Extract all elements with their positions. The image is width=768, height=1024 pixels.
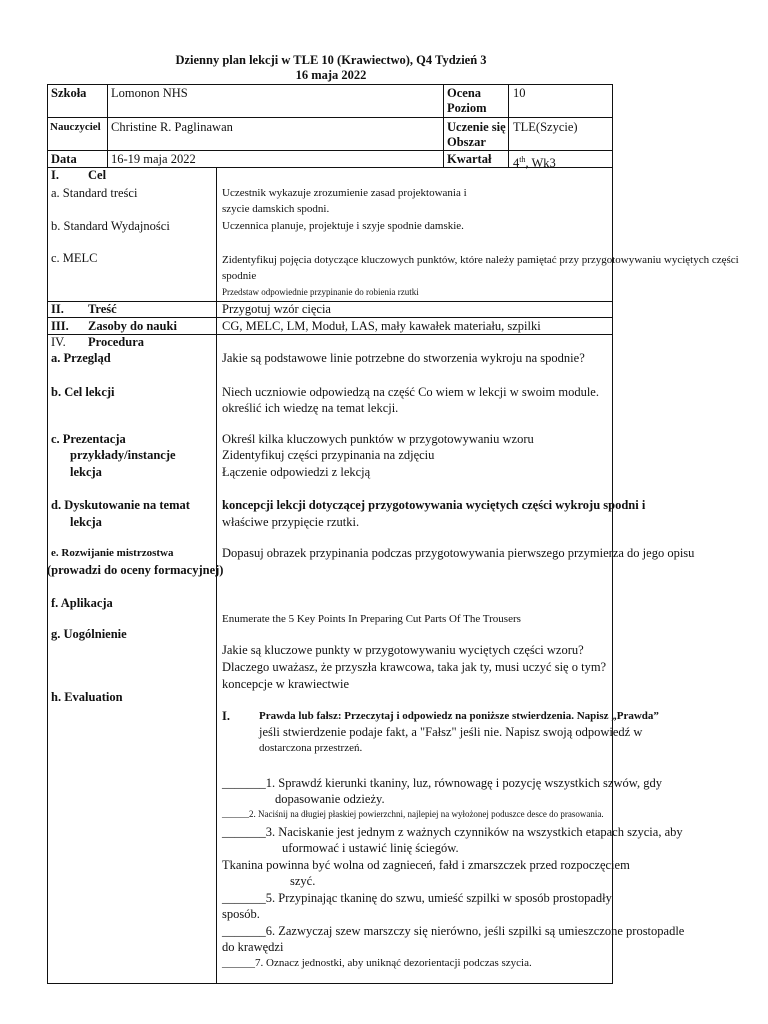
school-label: Szkoła	[51, 86, 87, 100]
section-IV-number: IV.	[51, 335, 66, 349]
review-label: a. Przegląd	[51, 351, 111, 365]
mastery-text: Dopasuj obrazek przypinania podczas przygotowywania pierwszego przymierza do jego opisu	[222, 546, 695, 560]
review-text: Jakie są podstawowe linie potrzebne do stworzenia wykroju na spodnie?	[222, 351, 585, 365]
date-label: Data	[51, 152, 77, 166]
content-standard-label: a. Standard treści	[51, 186, 138, 200]
performance-standard-label: b. Standard Wydajności	[51, 219, 170, 233]
document-title: Dzienny plan lekcji w TLE 10 (Krawiectwo), Q4 Tydzień 3	[175, 53, 487, 67]
lesson-purpose-label: b. Cel lekcji	[51, 385, 115, 399]
mastery-label: (prowadzi do oceny formacyjnej)	[47, 563, 224, 577]
quarter-value: 4th, Wk3	[513, 155, 556, 171]
section-II-title: Treść	[88, 302, 117, 316]
discussion-text: koncepcji lekcji dotyczącej przygotowywania wyciętych części wykroju spodni i	[222, 498, 646, 512]
mastery-label: e. Rozwijanie mistrzostwa	[51, 547, 174, 559]
question-1: _______1. Sprawdź kierunki tkaniny, luz, równowagę i pozycję wszystkich szwów, gdy	[222, 776, 662, 790]
generalization-label: g. Uogólnienie	[51, 627, 127, 641]
date-value: 16-19 maja 2022	[111, 152, 196, 166]
evaluation-number: I.	[222, 709, 230, 723]
presentation-label: c. Prezentacja	[51, 432, 126, 446]
presentation-label: przykłady/instancje	[70, 448, 176, 462]
grade-value: 10	[513, 86, 526, 100]
presentation-label: lekcja	[70, 465, 102, 479]
evaluation-label: h. Evaluation	[51, 690, 123, 704]
presentation-text: Łączenie odpowiedzi z lekcją	[222, 465, 371, 479]
evaluation-instruction: Prawda lub fałsz: Przeczytaj i odpowiedz na poniższe stwierdzenia. Napisz „Prawda”	[259, 710, 659, 722]
question-1: dopasowanie odzieży.	[275, 792, 385, 806]
divider	[443, 84, 444, 167]
area-label: Uczenie się	[447, 120, 506, 134]
presentation-text: Określ kilka kluczowych punktów w przygotowywaniu wzoru	[222, 432, 534, 446]
melc-text: Zidentyfikuj pojęcia dotyczące kluczowych punktów, które należy pamiętać przy przygotowywaniu wyciętych części	[222, 254, 739, 266]
area-label: Obszar	[447, 135, 486, 149]
application-label: f. Aplikacja	[51, 596, 113, 610]
teacher-value: Christine R. Paglinawan	[111, 120, 233, 134]
divider	[107, 84, 108, 167]
section-III-title: Zasoby do nauki	[88, 319, 177, 333]
presentation-text: Zidentyfikuj części przypinania na zdjęciu	[222, 448, 435, 462]
section-II-number: II.	[51, 302, 64, 316]
document-date: 16 maja 2022	[295, 68, 367, 82]
content-standard-text: Uczestnik wykazuje zrozumienie zasad projektowania i	[222, 187, 467, 199]
area-value: TLE(Szycie)	[513, 120, 578, 134]
lesson-purpose-text: określić ich wiedzę na temat lekcji.	[222, 401, 399, 415]
content-value: Przygotuj wzór cięcia	[222, 302, 331, 316]
generalization-text: koncepcje w krawiectwie	[222, 677, 350, 691]
question-7: ______7. Oznacz jednostki, aby uniknąć dezorientacji podczas szycia.	[222, 957, 532, 969]
performance-standard-text: Uczennica planuje, projektuje i szyje spodnie damskie.	[222, 220, 464, 232]
question-3: uformować i ustawić linię ściegów.	[282, 841, 459, 855]
section-III-number: III.	[51, 319, 69, 333]
application-text: Enumerate the 5 Key Points In Preparing Cut Parts Of The Trousers	[222, 613, 521, 625]
question-4: szyć.	[290, 874, 316, 888]
section-I-number: I.	[51, 168, 59, 182]
teacher-label: Nauczyciel	[50, 121, 101, 133]
melc-text: Przedstaw odpowiednie przypinanie do robienia rzutki	[222, 287, 419, 297]
quarter-label: Kwartał	[447, 152, 492, 166]
divider	[47, 317, 613, 318]
discussion-label: lekcja	[70, 515, 102, 529]
grade-label: Ocena	[447, 86, 482, 100]
question-3: _______3. Naciskanie jest jednym z ważnych czynników na wszystkich etapach szycia, aby	[222, 825, 683, 839]
melc-text: spodnie	[222, 270, 257, 282]
generalization-text: Dlaczego uważasz, że przyszła krawcowa, taka jak ty, musi uczyć się o tym?	[222, 660, 607, 674]
section-I-title: Cel	[88, 168, 107, 182]
school-value: Lomonon NHS	[111, 86, 188, 100]
content-standard-text: szycie damskich spodni.	[222, 203, 330, 215]
question-2: ______2. Naciśnij na długiej płaskiej powierzchni, najlepiej na wyłożonej poduszce desce do prasowania.	[222, 809, 604, 819]
divider	[508, 84, 509, 167]
question-4: Tkanina powinna być wolna od zagnieceń, fałd i zmarszczek przed rozpoczęciem	[222, 858, 630, 872]
evaluation-instruction: dostarczona przestrzeń.	[259, 742, 363, 754]
generalization-text: Jakie są kluczowe punkty w przygotowywaniu wyciętych części wzoru?	[222, 643, 584, 657]
question-6: do krawędzi	[222, 940, 284, 954]
question-5: _______5. Przypinając tkaninę do szwu, umieść szpilki w sposób prostopadły	[222, 891, 612, 905]
grade-label: Poziom	[447, 101, 487, 115]
discussion-text: właściwe przypięcie rzutki.	[222, 515, 360, 529]
lesson-purpose-text: Niech uczniowie odpowiedzą na część Co wiem w lekcji w swoim module.	[222, 385, 599, 399]
evaluation-instruction: jeśli stwierdzenie podaje fakt, a "Fałsz" jeśli nie. Napisz swoją odpowiedź w	[259, 725, 643, 739]
melc-label: c. MELC	[51, 251, 98, 265]
divider	[47, 117, 613, 118]
divider	[47, 150, 613, 151]
discussion-label: d. Dyskutowanie na temat	[51, 498, 190, 512]
resources-value: CG, MELC, LM, Moduł, LAS, mały kawałek materiału, szpilki	[222, 319, 541, 333]
question-5: sposób.	[222, 907, 260, 921]
section-IV-title: Procedura	[88, 335, 145, 349]
question-6: _______6. Zazwyczaj szew marszczy się nierówno, jeśli szpilki są umieszczone prostopadle	[222, 924, 685, 938]
